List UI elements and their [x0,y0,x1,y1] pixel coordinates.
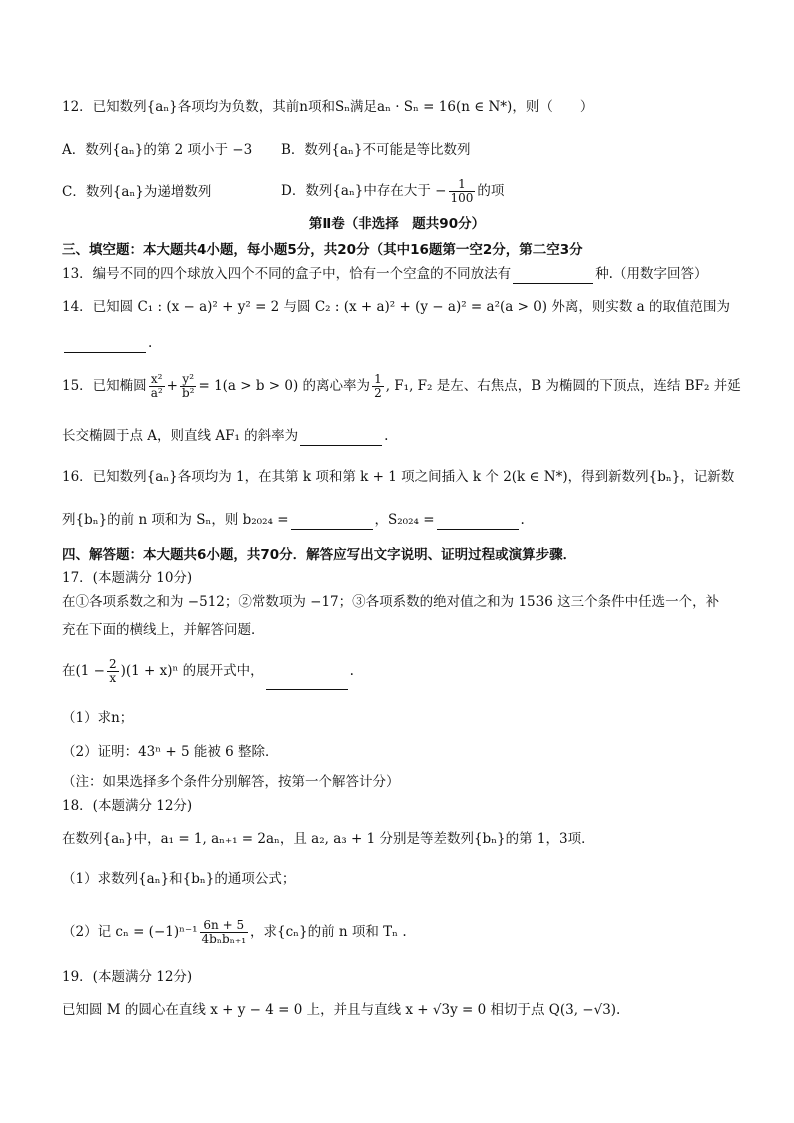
q15-fraction-half [372,373,384,400]
part2-title: 第Ⅱ卷（非选择 题共90分） [308,216,486,232]
q15-line2-post: . [384,428,389,444]
q15-fraction-x [149,373,165,400]
q16-line2 [62,510,525,530]
fraction-denominator: a² [150,386,163,400]
q12-option-b: B．数列{aₙ}不可能是等比数列 [281,142,471,158]
section4-title: 四、解答题：本大题共6小题，共70分．解答应写出文字说明、证明过程或演算步骤． [62,547,577,563]
q15-fraction-y [180,373,197,400]
answer-blank[interactable] [266,675,348,690]
q18-part1: （1）求数列{aₙ}和{bₙ}的通项公式； [62,871,296,887]
q18-line1: 在数列{aₙ}中，a₁ = 1, aₙ₊₁ = 2aₙ，且 a₂, a₃ + 1 分别是等差数列{bₙ}的第 1，3项． [62,831,595,847]
q13-text: 13．编号不同的四个球放入四个不同的盒子中，恰有一个空盒的不同放法有 [62,266,512,282]
answer-blank[interactable] [513,269,593,284]
q12-option-a: A．数列{aₙ}的第 2 项小于 −3 [62,142,253,158]
q14-line2 [62,333,152,353]
fraction-numerator: x² [149,373,165,387]
fraction-denominator: 2 [374,386,382,400]
q18-header: 18．(本题满分 12分) [62,798,193,814]
q15-text-post: , F₁, F₂ 是左、右焦点，B 为椭圆的下顶点，连结 BF₂ 并延 [385,378,741,394]
q17-expr-open: (1 − [75,663,105,679]
fraction-numerator: 1 [374,372,382,386]
q15-text-pre: 15．已知椭圆 [62,378,147,394]
fraction-numerator: y² [180,373,197,387]
q13-text-post: 种.（用数字回答） [595,266,708,282]
q19-header: 19．(本题满分 12分) [62,969,193,985]
answer-blank[interactable] [64,338,146,353]
q18-part2 [62,913,407,951]
q17-expr-close: )(1 + x)ⁿ 的展开式中， [120,663,264,679]
fraction-denominator: 100 [450,191,474,205]
q14-line1: 14．已知圆 C₁ : (x − a)² + y² = 2 与圆 C₂ : (x + a)² + (y − a)² = a²(a > 0) 外离，则实数 a 的取值范围为 [62,299,730,315]
q15-line2-text: 长交椭圆于点 A，则直线 AF₁ 的斜率为 [62,428,299,444]
fraction-denominator: b² [181,386,195,400]
q16-line2-post: . [520,512,525,528]
q15-plus: + [166,378,178,394]
q19-line1: 已知圆 M 的圆心在直线 x + y − 4 = 0 上，并且与直线 x + √3y = 0 相切于点 Q(3, −√3). [62,1002,621,1018]
q17-fraction [107,658,119,685]
q15-line2 [62,426,388,446]
q12-option-c: C．数列{aₙ}为递增数列 [62,184,212,200]
fraction-numerator: 6n + 5 [200,919,249,933]
q17-expression [62,652,354,690]
fraction-numerator: 1 [449,178,476,192]
q17-expr-pre: 在 [62,663,76,679]
q16-line2-mid: ，S₂₀₂₄ = [374,512,435,528]
answer-blank-b2024[interactable] [291,515,373,530]
q14-text-post: . [148,335,153,351]
q12-option-d-pre: D．数列{aₙ}中存在大于 − [281,183,447,199]
q17-part2: （2）证明：43ⁿ + 5 能被 6 整除． [62,744,279,760]
q16-line2-text: 列{bₙ}的前 n 项和为 Sₙ，则 b₂₀₂₄ = [62,512,289,528]
answer-blank[interactable] [300,431,382,446]
q17-part1: （1）求n； [62,710,134,726]
answer-blank-s2024[interactable] [437,515,519,530]
section3-title: 三、填空题：本大题共4小题，每小题5分，共20分（其中16题第一空2分，第二空3分 [62,242,583,258]
q12-option-d-post: 的项 [477,183,505,199]
q18-part2-pre: （2）记 cₙ = (−1)ⁿ⁻¹ [62,924,198,940]
q12-stem: 12．已知数列{aₙ}各项均为负数，其前n项和Sₙ满足aₙ · Sₙ = 16(n ∈ N*)，则（ ） [62,99,594,115]
q18-part2-post: ，求{cₙ}的前 n 项和 Tₙ . [250,924,407,940]
q12-option-d-fraction [449,178,476,205]
q15-line1 [62,367,741,405]
q18-fraction [200,919,249,946]
q17-line2: 充在下面的横线上，并解答问题． [62,622,265,638]
q15-text-mid: = 1(a > b > 0) 的离心率为 [198,378,371,394]
q13 [62,264,707,284]
q17-note: （注：如果选择多个条件分别解答，按第一个解答计分） [62,774,400,790]
fraction-denominator: x [109,671,117,685]
q17-header: 17．(本题满分 10分) [62,570,193,586]
q16-line1: 16．已知数列{aₙ}各项均为 1，在其第 k 项和第 k + 1 项之间插入 k 个 2(k ∈ N*)，得到新数列{bₙ}，记新数 [62,469,735,485]
fraction-denominator: 4bₙbₙ₊₁ [201,932,247,946]
q17-expr-post: . [349,663,354,679]
q12-option-d [281,172,504,210]
q17-line1: 在①各项系数之和为 −512；②常数项为 −17；③各项系数的绝对值之和为 1536 这三个条件中任选一个，补 [62,594,720,610]
fraction-numerator: 2 [108,657,117,671]
